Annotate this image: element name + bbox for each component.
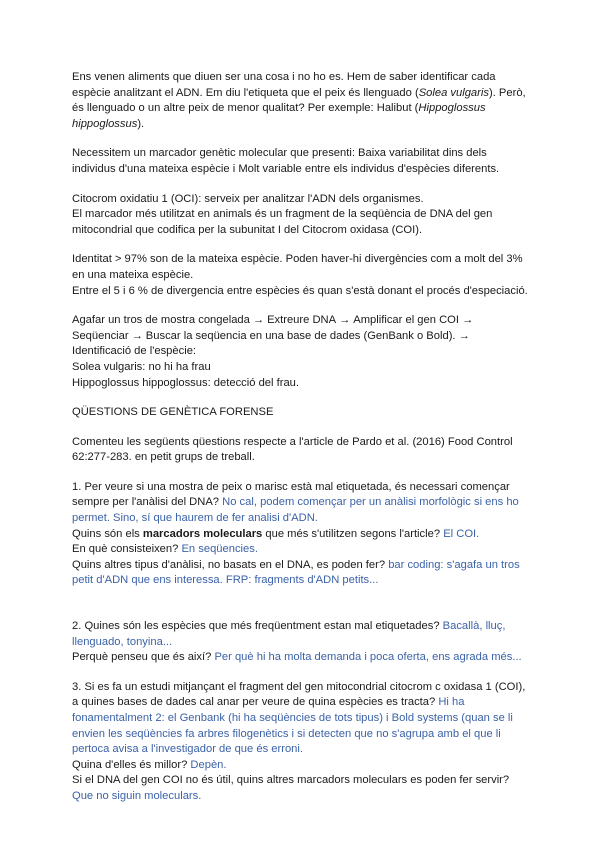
question-text: 1. Per veure si una mostra de peix o marisc està mal etiquetada, és necessari començar (72, 480, 510, 493)
question-text: 2. Quines són les espècies que més freqüentment estan mal etiquetades? (72, 620, 440, 633)
text-line: Identitat > 97% son de la mateixa espècie. Poden haver-hi divergències com a molt del 3% (72, 253, 523, 266)
text-line (72, 542, 548, 558)
text-line (72, 758, 548, 774)
text-run: és llenguado o un altre peix de menor qualitat? Per exemple: Halibut ( (72, 102, 419, 115)
process-step: Agafar un tros de mostra congelada (72, 314, 250, 327)
question-text: Quina d'elles és millor? (72, 758, 188, 771)
text-line: El marcador més utilitzat en animals és un fragment de la seqüència de DNA del gen (72, 208, 493, 221)
text-line: Entre el 5 i 6 % de divergencia entre espècies és quan s'està donant el procés d'especiació. (72, 284, 528, 297)
question-text: a quines bases de dades cal anar per veure de quina espècies es tracta? (72, 696, 436, 709)
text-run: espècie analitzant el ADN. Em diu l'etiqueta que el peix és llenguado ( (72, 86, 419, 99)
arrow-icon: → (252, 314, 265, 327)
process-step: Identificació de l'espècie: (72, 345, 197, 358)
process-step: Seqüenciar (72, 329, 129, 342)
text-line (72, 527, 548, 543)
text-line (72, 117, 548, 133)
section-title: QÜESTIONS DE GENÈTICA FORENSE (72, 406, 274, 419)
question-text: que més s'utilitzen segons l'article? (265, 527, 441, 540)
text-line: Comenteu les següents qüestions respecte a l'article de Pardo et al. (2016) Food Control (72, 435, 513, 448)
process-step: Buscar la seqüencia en una base de dades (GenBank o Bold). (145, 329, 456, 342)
arrow-icon: → (458, 329, 470, 342)
text-line (72, 619, 548, 635)
question-text: Quins són els (72, 527, 140, 540)
answer-text: permet. Sino, sí que haurem de fer analisi d'ADN. (72, 512, 318, 525)
answer-text: Hi ha (438, 696, 465, 709)
process-result: Hippoglossus hippoglossus: detecció del frau. (72, 376, 299, 389)
text-line (72, 650, 548, 666)
text-line: en una mateixa espècie. (72, 268, 194, 281)
answer-text: envien les seqüències fa arbres filogenètics i si detecten que no s'agrupa amb el que li (72, 727, 501, 740)
question-text: Perquè penseu que és així? (72, 651, 212, 664)
species-name: hippoglossus (72, 117, 138, 130)
text-line: Necessitem un marcador genètic molecular que presenti: Baixa variabilitat dins dels (72, 147, 487, 160)
answer-text: Depèn. (190, 758, 227, 771)
question-text: 3. Si es fa un estudi mitjançant el fragment del gen mitocondrial citocrom c oxidasa 1 (COI), (72, 680, 526, 693)
text-line (72, 86, 548, 102)
text-line: individus d'una mateixa espècie i Molt variable entre els individus d'espècies diferents. (72, 162, 500, 175)
question-text: Si el DNA del gen COI no és útil, quins altres marcadors moleculars es poden fer servir? (72, 774, 510, 787)
bold-term: marcadors moleculars (142, 527, 263, 540)
answer-text: Bacallà, lluç, (442, 620, 506, 633)
text-run: ). (137, 117, 145, 130)
arrow-icon: → (461, 314, 474, 327)
coi-paragraph (72, 192, 548, 239)
text-line (72, 558, 548, 574)
answer-text: En seqüencies. (181, 543, 258, 556)
question-2 (72, 619, 548, 666)
text-line (72, 695, 548, 711)
marker-paragraph (72, 146, 548, 177)
answer-text: No cal, podem començar per un anàlisi morfològic si ens ho (222, 496, 519, 509)
answer-text: fonamentalment 2: el Genbank (hi ha seqüències de tots tipus) i Bold systems (quan se li (72, 712, 513, 724)
text-line: 62:277-283. en petit grups de treball. (72, 451, 255, 464)
text-line (72, 101, 548, 117)
answer-text: pertoca avisa a l'investigador de que és erroni. (72, 743, 303, 756)
process-step: Extreure DNA (267, 314, 337, 327)
text-line: mitocondrial que codifica per la subunitat I del Citocrom oxidasa (COI). (72, 223, 423, 236)
process-step: Amplificar el gen COI (353, 314, 459, 327)
process-result: Solea vulgaris: no hi ha frau (72, 360, 211, 373)
question-text: sempre per l'anàlisi del DNA? (72, 496, 220, 509)
answer-text: bar coding: s'agafa un tros (388, 558, 520, 571)
process-paragraph (72, 313, 548, 391)
text-line (72, 495, 548, 511)
text-line (72, 329, 548, 345)
question-text: Quins altres tipus d'anàlisi, no basats en el DNA, es poden fer? (72, 558, 386, 571)
answer-text: llenguado, tonyina... (72, 635, 173, 648)
question-3 (72, 680, 548, 805)
answer-text: Per què hi ha molta demanda i poca oferta, ens agrada més... (214, 651, 522, 664)
text-run: ). Però, (488, 86, 526, 99)
arrow-icon: → (131, 329, 143, 342)
identity-paragraph (72, 252, 548, 299)
answer-text: Que no siguin moleculars. (72, 789, 202, 802)
text-line: Ens venen aliments que diuen ser una cosa i no ho es. Hem de saber identificar cada (72, 71, 496, 83)
intro-paragraph (72, 70, 548, 132)
text-line (72, 313, 548, 329)
species-name: Solea vulgaris (418, 86, 489, 99)
species-name: Hippoglossus (418, 102, 486, 115)
answer-text: petit d'ADN que ens interessa. FRP: fragments d'ADN petits... (72, 574, 379, 587)
text-line: Citocrom oxidatiu 1 (OCI): serveix per analitzar l'ADN dels organismes. (72, 192, 424, 205)
comment-paragraph (72, 435, 548, 466)
answer-text: El COI. (443, 527, 480, 540)
question-text: En què consisteixen? (72, 543, 179, 556)
question-1 (72, 480, 548, 589)
arrow-icon: → (339, 314, 351, 327)
